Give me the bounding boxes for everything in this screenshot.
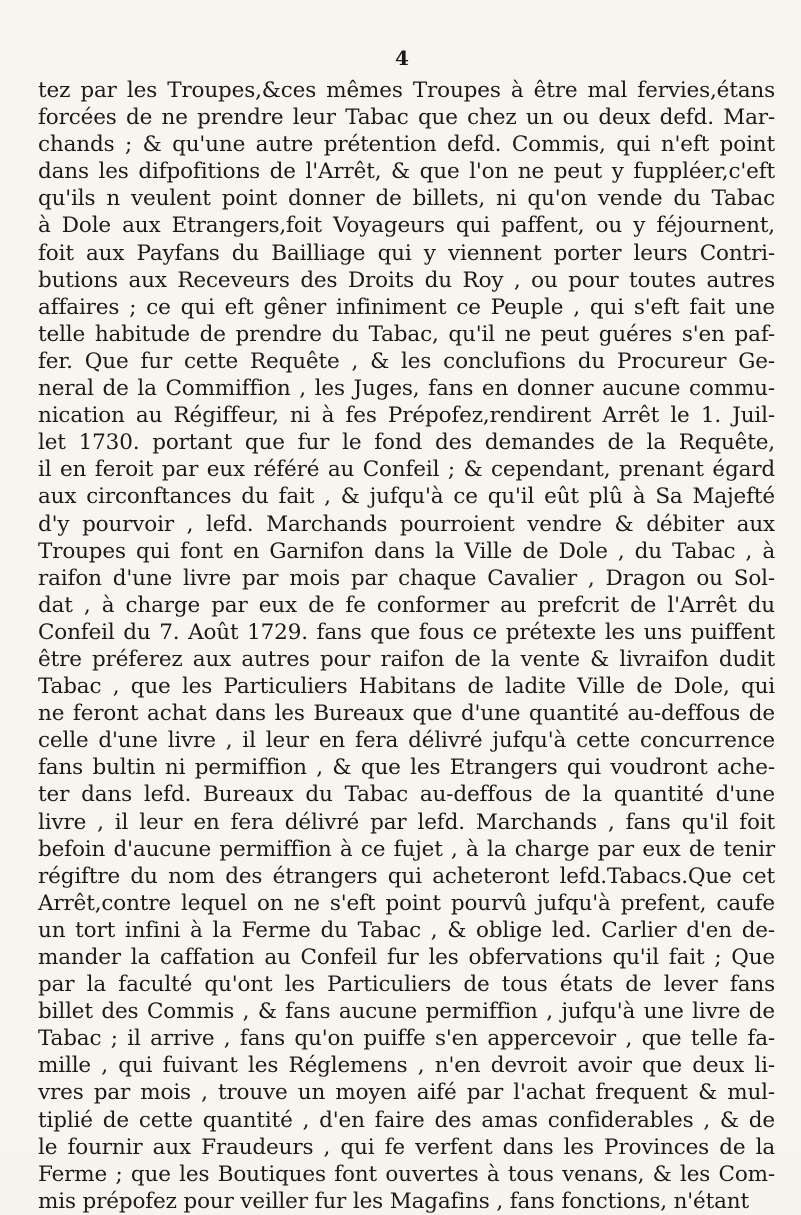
text-line: être préferez aux autres pour raifon de la vente & livraifon dudit [38, 646, 775, 672]
text-line: telle habitude de prendre du Tabac, qu'il ne peut guéres s'en paf- [38, 321, 775, 347]
text-line: Tabac ; il arrive , fans qu'on puiffe s'en appercevoir , que telle fa- [38, 1026, 775, 1052]
text-line: raifon d'une livre par mois par chaque Cavalier , Dragon ou Sol- [38, 565, 775, 591]
text-line: vres par mois , trouve un moyen aifé par l'achat frequent & mul- [38, 1080, 775, 1106]
text-line: à Dole aux Etrangers,foit Voyageurs qui paffent, ou y féjournent, [38, 213, 775, 239]
text-line: befoin d'aucune permiffion à ce fujet , à la charge par eux de tenir [38, 836, 775, 862]
text-line: un tort infini à la Ferme du Tabac , & oblige led. Carlier d'en de- [38, 917, 775, 943]
text-line: butions aux Receveurs des Droits du Roy , ou pour toutes autres [38, 267, 775, 293]
text-line: neral de la Commiffion , les Juges, fans en donner aucune commu- [38, 376, 775, 402]
text-line: fer. Que fur cette Requête , & les conclufions du Procureur Ge- [38, 348, 775, 374]
text-line: Arrêt,contre lequel on ne s'eft point pourvû jufqu'à prefent, caufe [38, 890, 775, 916]
text-line: affaires ; ce qui eft gêner infiniment ce Peuple , qui s'eft fait une [38, 294, 775, 320]
text-line: Confeil du 7. Août 1729. fans que fous ce prétexte les uns puiffent [38, 619, 775, 645]
body-text [38, 77, 775, 1215]
text-line: il en feroit par eux référé au Confeil ; & cependant, prenant égard [38, 457, 775, 483]
text-line: mille , qui fuivant les Réglemens , n'en devroit avoir que deux li- [38, 1053, 775, 1079]
page-number: 4 [395, 46, 409, 70]
text-line: régiftre du nom des étrangers qui acheteront lefd.Tabacs.Que cet [38, 863, 775, 889]
text-line: Troupes qui font en Garnifon dans la Ville de Dole , du Tabac , à [38, 538, 775, 564]
text-line: tiplié de cette quantité , d'en faire des amas confiderables , & de [38, 1107, 775, 1133]
text-line: fans bultin ni permiffion , & que les Etrangers qui voudront ache- [38, 755, 775, 781]
text-line: Ferme ; que les Boutiques font ouvertes à tous venans, & les Com- [38, 1161, 775, 1187]
text-line: chands ; & qu'une autre prétention defd. Commis, qui n'eft point [38, 132, 775, 158]
text-line: nication au Régiffeur, ni à fes Prépofez,rendirent Arrêt le 1. Juil- [38, 403, 775, 429]
text-line: le fournir aux Fraudeurs , qui fe verfent dans les Provinces de la [38, 1134, 775, 1160]
text-line: d'y pourvoir , lefd. Marchands pourroient vendre & débiter aux [38, 511, 775, 537]
text-line: Tabac , que les Particuliers Habitans de ladite Ville de Dole, qui [38, 674, 775, 700]
text-line: dans les difpofitions de l'Arrêt, & que l'on ne peut y fuppléer,c'eft [38, 159, 775, 185]
text-line: aux circonftances du fait , & jufqu'à ce qu'il eût plû à Sa Majefté [38, 484, 775, 510]
text-line: par la faculté qu'ont les Particuliers de tous états de lever fans [38, 972, 775, 998]
text-line: mis prépofez pour veiller fur les Magafins , fans fonctions, n'étant [38, 1188, 749, 1214]
text-line: livre , il leur en fera délivré par lefd. Marchands , fans qu'il foit [38, 809, 775, 835]
text-line: mander la caffation au Confeil fur les obfervations qu'il fait ; Que [38, 945, 775, 970]
text-line: forcées de ne prendre leur Tabac que chez un ou deux defd. Mar- [38, 105, 775, 131]
text-line: billet des Commis , & fans aucune permiffion , jufqu'à une livre de [38, 999, 775, 1025]
text-line: let 1730. portant que fur le fond des demandes de la Requête, [38, 430, 775, 456]
text-line: foit aux Payfans du Bailliage qui y viennent porter leurs Contri- [38, 240, 775, 266]
text-line: ter dans lefd. Bureaux du Tabac au-deffous de la quantité d'une [38, 782, 775, 808]
text-line: ne feront achat dans les Bureaux que d'une quantité au-deffous de [38, 701, 775, 727]
text-line: qu'ils n veulent point donner de billets, ni qu'on vende du Tabac [38, 186, 775, 212]
text-line: dat , à charge par eux de fe conformer au prefcrit de l'Arrêt du [38, 592, 775, 618]
text-line: tez par les Troupes,&ces mêmes Troupes à être mal fervies,étans [38, 78, 775, 103]
text-line: celle d'une livre , il leur en fera délivré jufqu'à cette concurrence [38, 728, 775, 754]
